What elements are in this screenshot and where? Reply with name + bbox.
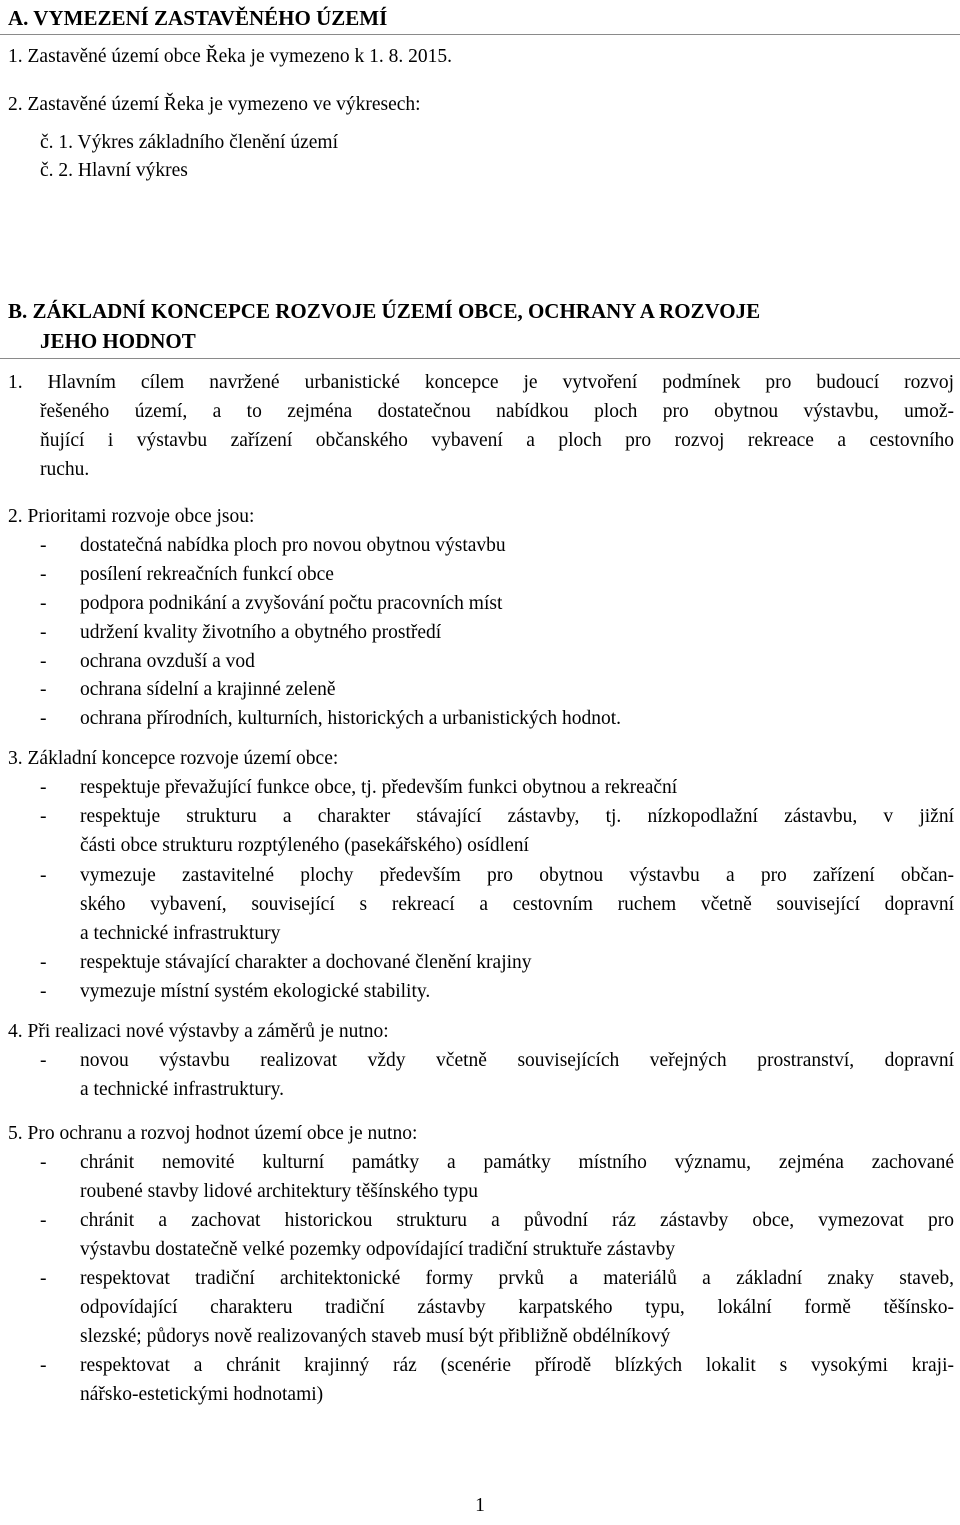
paragraph-3-title: 3. Základní koncepce rozvoje území obce: — [8, 748, 339, 769]
section-b-heading-cont: JEHO HODNOT — [40, 329, 196, 353]
list-item: respektuje strukturu a charakter stávající zástavby, tj. nízkopodlažní zástavbu, v jižní — [80, 806, 954, 827]
section-a-heading: A. VYMEZENÍ ZASTAVĚNÉHO ÚZEMÍ — [8, 6, 388, 30]
paragraph-5-title: 5. Pro ochranu a rozvoj hodnot území obce je nutno: — [8, 1123, 418, 1144]
list-item: vymezuje zastavitelné plochy především pro obytnou výstavbu a pro zařízení občan- — [80, 865, 954, 886]
list-item-cont: roubené stavby lidové architektury těšínského typu — [80, 1181, 479, 1202]
list-item-cont: výstavbu dostatečně velké pozemky odpovídající tradiční struktuře zástavby — [80, 1239, 676, 1260]
list-item: vymezuje místní systém ekologické stability. — [80, 981, 431, 1002]
list-item: ochrana sídelní a krajinné zeleně — [80, 679, 336, 700]
list-item-cont: ského vybavení, související s rekreací a cestovním ruchem včetně související dopravní — [80, 894, 954, 915]
section-a-item-1: 1. Zastavěné území obce Řeka je vymezeno k 1. 8. 2015. — [8, 46, 453, 67]
section-a-item-2: 2. Zastavěné území Řeka je vymezeno ve výkresech: — [8, 94, 421, 115]
list-dash: - — [40, 1210, 47, 1231]
list-item-cont: odpovídající charakteru tradiční zástavby karpatského typu, lokální formě těšínsko- — [80, 1297, 954, 1318]
list-item: podpora podnikání a zvyšování počtu pracovních míst — [80, 593, 503, 614]
list-dash: - — [40, 535, 47, 556]
paragraph-1-line: 1. Hlavním cílem navržené urbanistické koncepce je vytvoření podmínek pro budoucí rozvoj — [8, 372, 954, 393]
list-dash: - — [40, 1050, 47, 1071]
list-item: respektovat tradiční architektonické formy prvků a materiálů a základní znaky staveb, — [80, 1268, 954, 1289]
list-item-cont: části obce strukturu rozptýleného (pasekářského) osídlení — [80, 835, 529, 856]
list-dash: - — [40, 806, 47, 827]
page-number: 1 — [475, 1495, 485, 1516]
section-b-rule — [0, 358, 960, 359]
paragraph-4-title: 4. Při realizaci nové výstavby a záměrů je nutno: — [8, 1021, 389, 1042]
paragraph-1-line: ruchu. — [40, 459, 90, 480]
list-item: chránit a zachovat historickou strukturu a původní ráz zástavby obce, vymezovat pro — [80, 1210, 954, 1231]
list-dash: - — [40, 593, 47, 614]
list-dash: - — [40, 651, 47, 672]
list-item: respektuje převažující funkce obce, tj. především funkci obytnou a rekreační — [80, 777, 678, 798]
list-dash: - — [40, 622, 47, 643]
list-dash: - — [40, 708, 47, 729]
list-dash: - — [40, 1268, 47, 1289]
list-dash: - — [40, 777, 47, 798]
list-item: posílení rekreačních funkcí obce — [80, 564, 334, 585]
list-item: chránit nemovité kulturní památky a památky místního významu, zejména zachované — [80, 1152, 954, 1173]
list-dash: - — [40, 679, 47, 700]
list-item-cont: a technické infrastruktury. — [80, 1079, 284, 1100]
list-item: respektuje stávající charakter a dochované členění krajiny — [80, 952, 532, 973]
list-item-cont: a technické infrastruktury — [80, 923, 281, 944]
list-dash: - — [40, 981, 47, 1002]
list-item: udržení kvality životního a obytného prostředí — [80, 622, 442, 643]
list-item: respektovat a chránit krajinný ráz (scenérie přírodě blízkých lokalit s vysokými kraji- — [80, 1355, 954, 1376]
paragraph-1-line: řešeného území, a to zejména dostatečnou nabídkou ploch pro obytnou výstavbu, umož- — [40, 401, 954, 422]
list-dash: - — [40, 564, 47, 585]
paragraph-2-title: 2. Prioritami rozvoje obce jsou: — [8, 506, 255, 527]
list-item: novou výstavbu realizovat vždy včetně souvisejících veřejných prostranství, dopravní — [80, 1050, 954, 1071]
list-item-cont: slezské; půdorys nově realizovaných staveb musí být přibližně obdélníkový — [80, 1326, 671, 1347]
list-dash: - — [40, 952, 47, 973]
list-dash: - — [40, 1152, 47, 1173]
list-dash: - — [40, 1355, 47, 1376]
drawing-item: č. 1. Výkres základního členění území — [40, 132, 338, 153]
list-item: ochrana ovzduší a vod — [80, 651, 255, 672]
section-b-heading: B. ZÁKLADNÍ KONCEPCE ROZVOJE ÚZEMÍ OBCE, OCHRANY A ROZVOJE — [8, 299, 761, 323]
paragraph-1-line: ňující i výstavbu zařízení občanského vybavení a ploch pro rozvoj rekreace a cestovního — [40, 430, 954, 451]
section-a-rule — [0, 34, 960, 35]
list-item: ochrana přírodních, kulturních, historických a urbanistických hodnot. — [80, 708, 621, 729]
list-dash: - — [40, 865, 47, 886]
list-item-cont: nářsko-estetickými hodnotami) — [80, 1384, 324, 1405]
list-item: dostatečná nabídka ploch pro novou obytnou výstavbu — [80, 535, 506, 556]
drawing-item: č. 2. Hlavní výkres — [40, 160, 188, 181]
